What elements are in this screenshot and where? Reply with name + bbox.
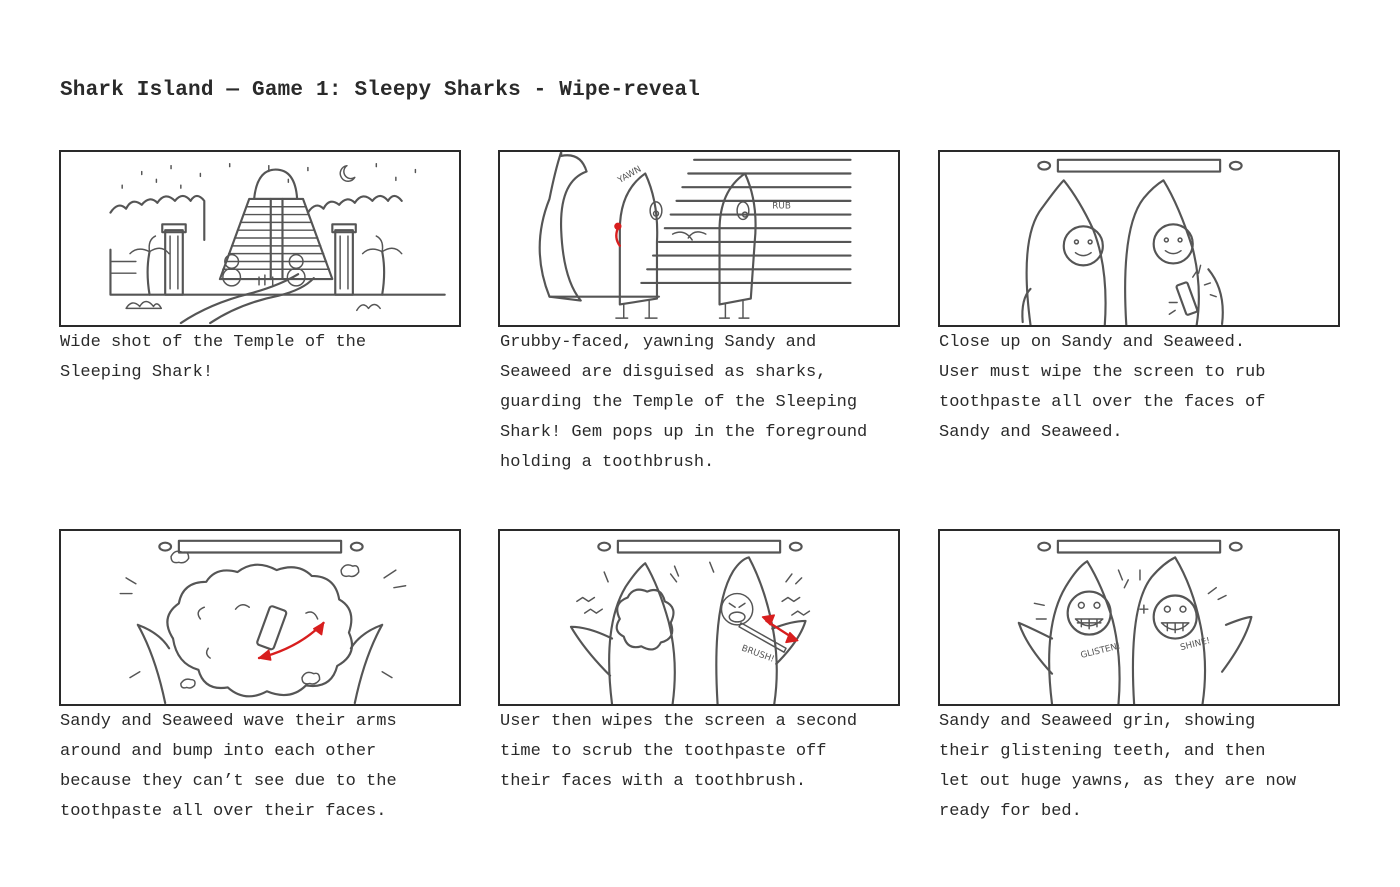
grinning-sharks-sketch [940, 531, 1338, 704]
temple-sketch [61, 152, 459, 325]
glisten-label: GLISTEN! [1079, 641, 1122, 661]
storyboard-panel-5 [498, 529, 900, 706]
panel-6-caption: Sandy and Seaweed grin, showing their glistening teeth, and then let out huge yawns, as they are now ready for bed. [939, 712, 1297, 821]
panel-4-caption: Sandy and Seaweed wave their arms around and bump into each other because they can’t see due to the toothpaste all over their faces. [60, 712, 397, 821]
storyboard-panel-1 [59, 150, 461, 327]
storyboard-panel-3 [938, 150, 1340, 327]
panel-1-caption: Wide shot of the Temple of the Sleeping Shark! [60, 333, 367, 382]
rub-label: RUB [772, 201, 791, 212]
panel-5-caption: User then wipes the screen a second time to scrub the toothpaste off their faces with a toothbrush. [500, 712, 858, 791]
yawn-label: YAWN [616, 164, 644, 186]
shine-label: SHINE! [1179, 636, 1212, 654]
panel-2-caption: Grubby-faced, yawning Sandy and Seaweed are disguised as sharks, guarding the Temple of the Sleeping Shark! Gem pops up in the foreground holding a toothbrush. [500, 333, 868, 472]
brush-label: BRUSH! [740, 643, 776, 665]
panel-3-caption: Close up on Sandy and Seaweed. User must wipe the screen to rub toothpaste all over the faces of Sandy and Seaweed. [939, 333, 1266, 442]
brushing-sketch [500, 531, 898, 704]
close-up-sketch [940, 152, 1338, 325]
page-title: Shark Island — Game 1: Sleepy Sharks - Wipe-reveal [60, 79, 701, 102]
guarding-sharks-sketch [500, 152, 898, 325]
toothpaste-cloud-sketch [61, 531, 459, 704]
storyboard-panel-6 [938, 529, 1340, 706]
storyboard-panel-4 [59, 529, 461, 706]
storyboard-panel-2 [498, 150, 900, 327]
